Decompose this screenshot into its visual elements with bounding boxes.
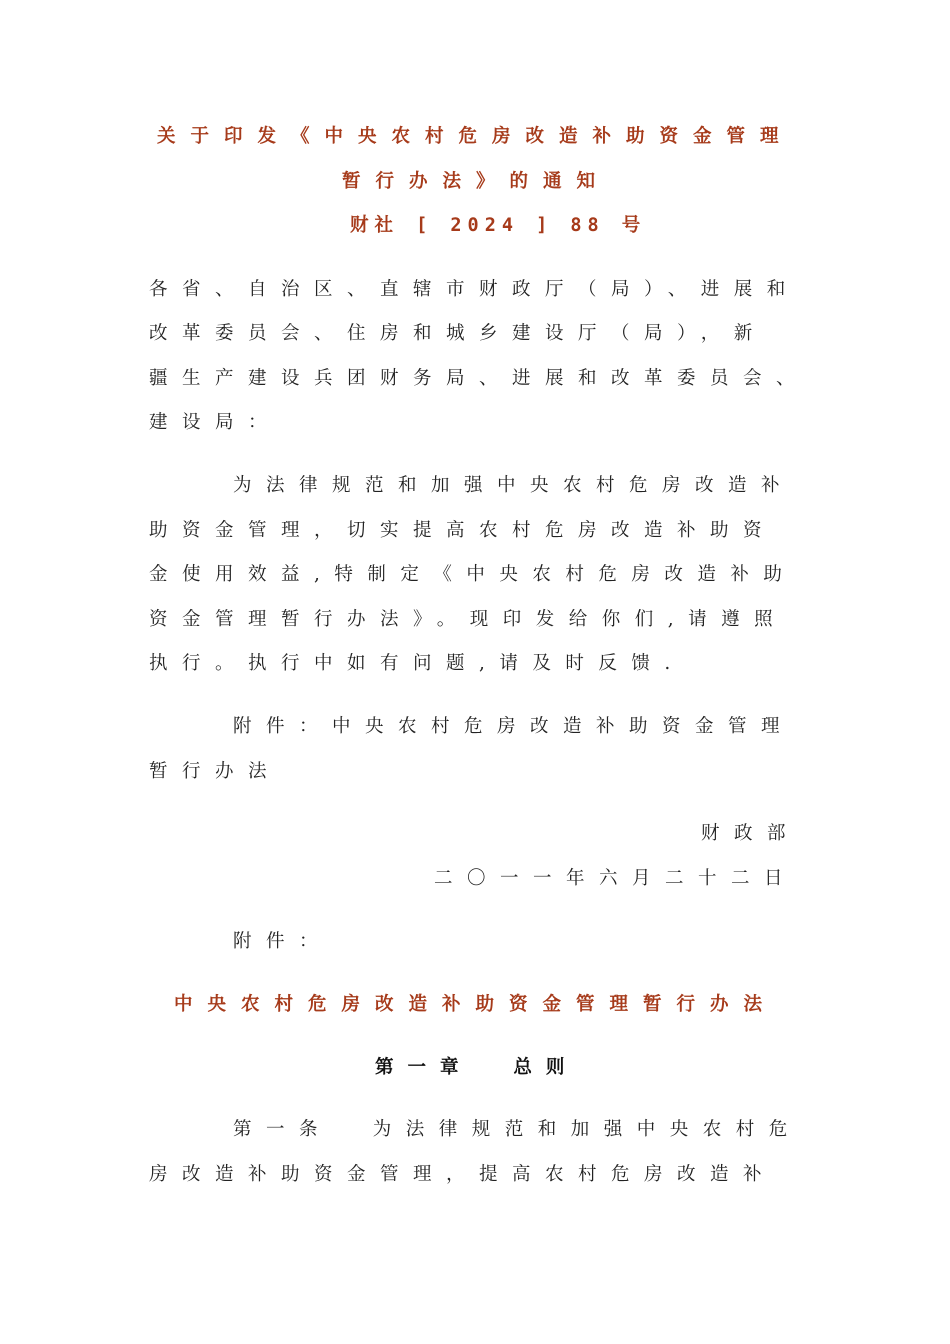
notice-title-line2: 暂行办法》的通知: [342, 171, 611, 192]
article-1-line-1: 第一条 为法律规范和加强中央农村危: [233, 1119, 802, 1140]
signature-org: 财政部: [701, 823, 801, 844]
measures-title: 中央农村危房改造补助资金管理暂行办法: [174, 994, 778, 1015]
article-1-line-2: 房改造补助资金管理，提高农村危房改造补: [149, 1164, 777, 1185]
addressee-line-2: 改革委员会、住房和城乡建设厅（局），新: [149, 323, 767, 344]
document-number: 财社 [ 2024 ] 88 号: [350, 215, 647, 236]
body-line-2: 助资金管理，切实提高农村危房改造补助资: [149, 520, 777, 541]
notice-title-line1: 关于印发《中央农村危房改造补助资金管理: [157, 126, 794, 147]
chapter-title: 第一章 总则: [375, 1057, 579, 1078]
body-line-5: 执行。执行中如有问题,请及时反馈.: [149, 653, 685, 674]
body-line-1: 为法律规范和加强中央农村危房改造补: [233, 475, 795, 496]
addressee-line-3: 疆生产建设兵团财务局、进展和改革委员会、: [149, 368, 810, 389]
attachment-note-line-1: 附件：中央农村危房改造补助资金管理: [233, 716, 795, 737]
signature-date: 二〇一一年六月二十二日: [434, 868, 798, 889]
addressee-line-4: 建设局：: [149, 412, 282, 433]
addressee-line-1: 各省、自治区、直辖市财政厅（局）、进展和: [149, 279, 800, 300]
attachment-note-line-2: 暂行办法: [149, 761, 282, 782]
body-line-4: 资金管理暂行办法》。现印发给你们,请遵照: [149, 609, 788, 630]
attachment-label: 附件：: [233, 931, 333, 952]
body-line-3: 金使用效益,特制定《中央农村危房改造补助: [149, 564, 797, 585]
